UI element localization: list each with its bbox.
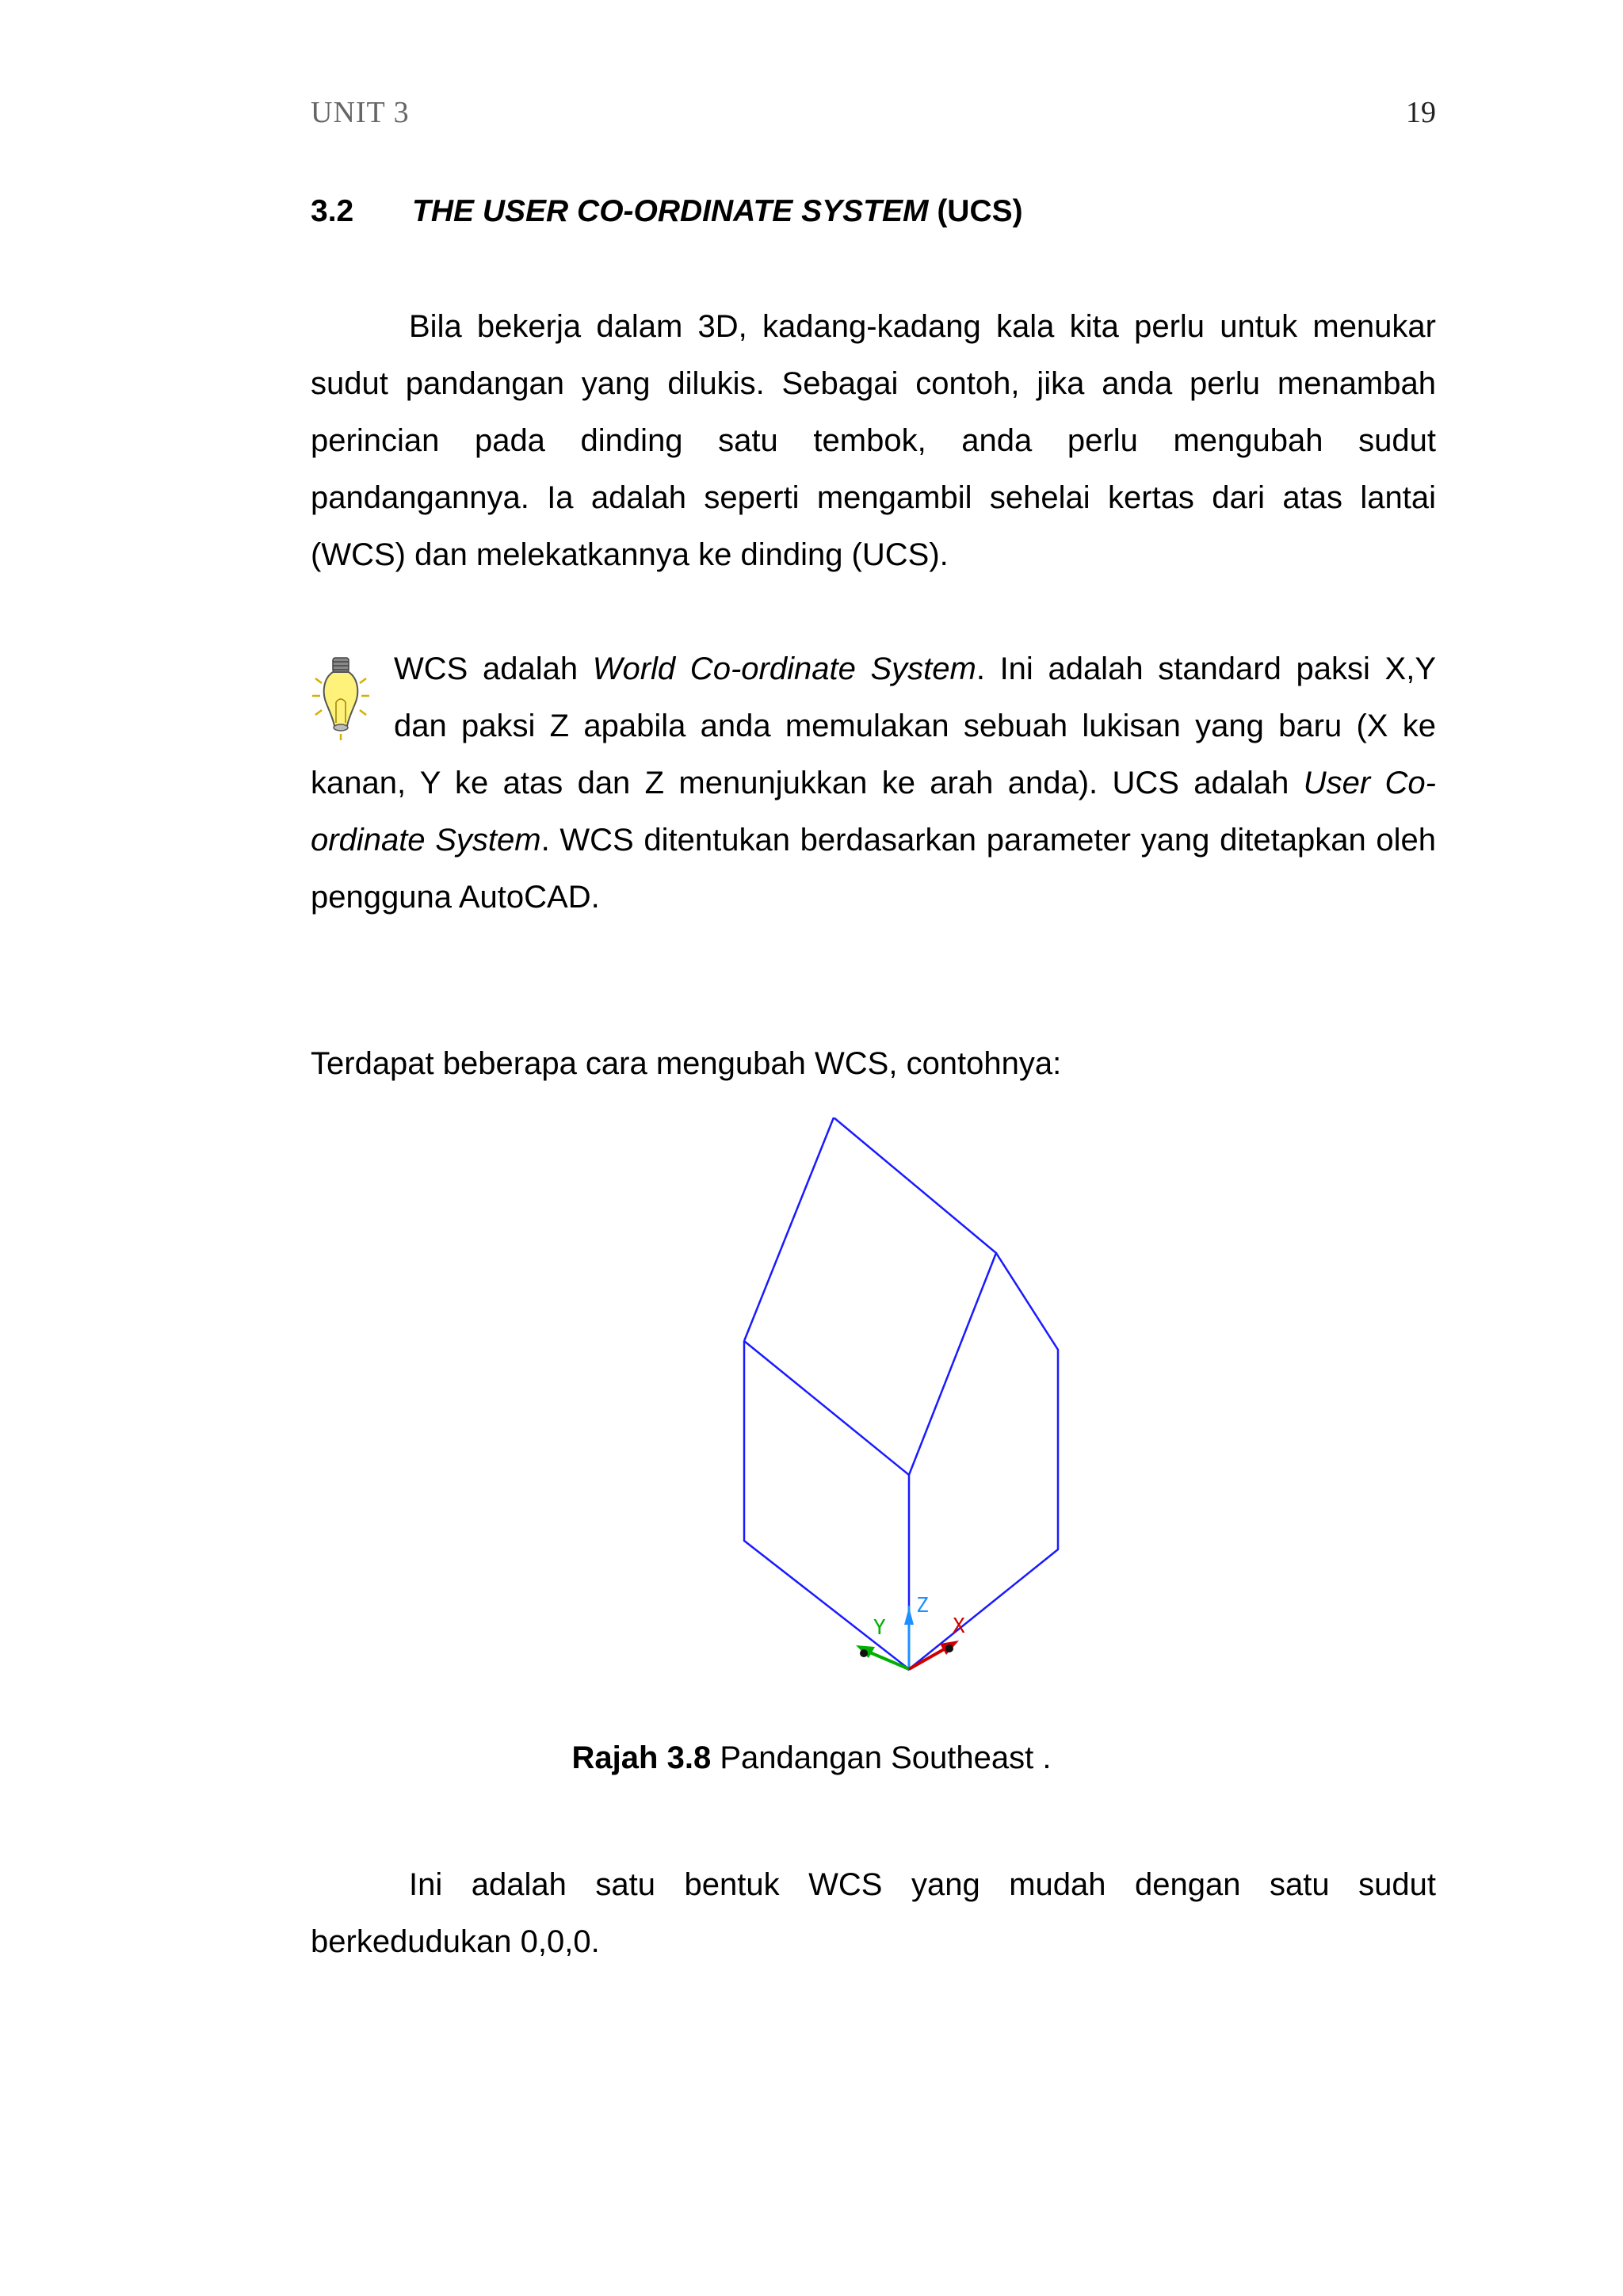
section-title-italic: THE USER CO-ORDINATE SYSTEM [412,194,929,228]
paragraph-origin: Ini adalah satu bentuk WCS yang mudah dengan satu sudut berkedudukan 0,0,0. [311,1867,1436,1959]
running-header [311,95,1436,143]
page-number: 19 [1406,96,1436,129]
roof-slope-left [744,1117,996,1475]
caption-label: Rajah 3.8 [571,1740,712,1775]
tip-paragraph: WCS adalah World Co-ordinate System. Ini adalah standard paksi X,Y dan paksi Z apabila anda memulakan sebuah lukisan yang baru (X ke kanan, Y ke atas dan Z menunjukkan ke arah anda). UCS adalah User Co-ordinate System. WCS ditentukan berdasarkan parameter yang ditetapkan oleh pengguna AutoCAD. [311,640,1436,926]
y-axis-origin-mark [860,1649,868,1657]
x-axis-origin-mark [945,1645,953,1652]
paragraph-ways: Terdapat beberapa cara mengubah WCS, contohnya: [311,1046,1062,1081]
ucs-term: User Co-ordinate System [311,766,1437,858]
ucs-axis-icon [856,1594,965,1669]
section-title-suffix: (UCS) [928,194,1023,228]
house-wireframe [744,1117,1058,1669]
caption-text: Pandangan Southeast . [711,1740,1052,1775]
section-title [412,194,1023,229]
figure-caption [0,1740,1623,1776]
z-axis-arrow [904,1607,914,1625]
tip-icon-spacer [311,640,394,751]
x-axis-label: X [953,1614,965,1638]
southeast-view-figure [626,1117,1117,1704]
y-axis-label: Y [873,1616,886,1640]
paragraph-intro: Bila bekerja dalam 3D, kadang-kadang kala kita perlu untuk menukar sudut pandangan yang dilukis. Sebagai contoh, jika anda perlu menambah perincian pada dinding satu tembok, anda perlu mengubah sudut pandangannya. Ia adalah seperti mengambil sehelai kertas dari atas lantai (WCS) dan melekatkannya ke dinding (UCS). [311,309,1436,572]
unit-label: UNIT 3 [311,96,410,129]
wcs-term: World Co-ordinate System [592,651,976,686]
section-number: 3.2 [311,194,354,228]
z-axis-label: Z [916,1594,929,1618]
right-wall [909,1253,1058,1669]
